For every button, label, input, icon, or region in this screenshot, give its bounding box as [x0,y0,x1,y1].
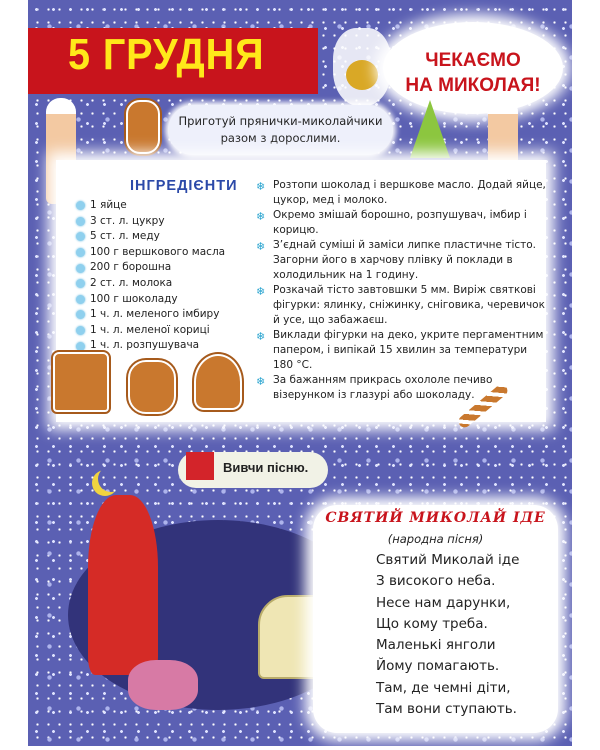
step-item [256,208,546,238]
snowflake-bullet-icon [76,279,85,288]
lyric-line: Маленькі янголи [376,637,496,654]
song-lyrics [376,550,519,720]
ingredient-item [76,307,225,323]
gift-sack-illustration [128,660,198,710]
task-line-2: разом з дорослими. [220,131,341,145]
lyric-line: Святий Миколай іде [376,552,520,568]
step-item [256,328,546,373]
lyric-line: Що кому треба. [376,615,488,632]
step-text: Розтопи шоколад і вершкове масло. Додай яйце, цукор, мед і молоко. [273,179,546,206]
task-text [168,113,393,147]
snowflake-bullet-icon [76,232,85,241]
song-task-text: Вивчи пісню. [223,460,309,475]
step-text: Окремо змішай борошно, розпушувач, імбир і корицю. [273,209,527,236]
bell-cookie-illustration [194,354,242,410]
lyric-line: З високого неба. [376,573,496,590]
ingredient-text: 2 ст. л. молока [90,276,173,289]
step-text: З’єднай суміші й заміси липке пластичне тісто. Загорни його в харчову плівку й поклади в холодильник на 1 годину. [273,239,537,281]
cookie-illustration [346,60,378,90]
ingredient-text: 3 ст. л. цукру [90,214,165,227]
gingerbread-man-cookie-illustration [128,360,176,414]
snowflake-bullet-icon [76,201,85,210]
ingredient-item [76,229,225,245]
lyric-line: Йому помагають. [376,658,500,675]
snowflake-bullet-icon [76,342,85,351]
task-line-1: Приготуй прянички-миколайчики [178,114,383,128]
snowflake-bullet-icon [76,326,85,335]
christmas-tree-cookie-illustration [410,100,450,158]
step-item [256,283,546,328]
recipe-steps [256,178,546,403]
poster-page [28,0,572,746]
ingredient-text: 5 ст. л. меду [90,230,160,243]
date-title: 5 ГРУДНЯ [68,30,265,79]
step-item [256,238,546,283]
gingerbread-man-illustration [126,100,160,154]
ingredient-text: 1 яйце [90,199,127,211]
ingredient-item [76,214,225,230]
snowflake-bullet-icon [76,217,85,226]
ingredient-text: 1 ч. л. меленої кориці [90,323,210,336]
snowflake-icon: ❄ [256,210,266,223]
ingredient-item [76,292,225,308]
snowflake-icon: ❄ [256,375,266,388]
ingredient-item [76,323,225,339]
step-item [256,178,546,208]
ingredients-list [76,198,225,354]
gift-icon [186,452,214,480]
cloud-heading [383,48,563,98]
snowflake-bullet-icon [76,264,85,273]
ingredient-item [76,276,225,292]
ingredient-text: 1 ч. л. меленого імбиру [90,308,220,321]
ingredients-title: ІНГРЕДІЄНТИ [130,178,238,194]
cloud-line-1: ЧЕКАЄМО [425,50,521,71]
ingredient-item [76,198,225,214]
ingredient-item [76,245,225,261]
ingredient-item [76,260,225,276]
cloud-line-2: НА МИКОЛАЯ! [405,75,541,96]
step-text: За бажанням прикрась охололе печиво візерунком із глазурі або шоколаду. [273,374,493,401]
snowflake-bullet-icon [76,295,85,304]
ingredient-text: 1 ч. л. розпушувача [90,339,200,352]
moon-icon [98,466,124,492]
saint-nicholas-illustration [88,495,158,675]
ingredient-text: 100 г шоколаду [90,292,178,305]
lyric-line: Там, де чемні діти, [376,679,511,696]
snowflake-icon: ❄ [256,180,266,193]
song-title: СВЯТИЙ МИКОЛАЙ ІДЕ [325,510,546,526]
snowflake-icon: ❄ [256,285,266,298]
step-text: Розкачай тісто завтовшки 5 мм. Виріж святкові фігурки: ялинку, сніжинку, сніговика, черевичок й усе, що забажаєш. [273,284,545,326]
song-subtitle: (народна пісня) [387,532,484,546]
ingredient-text: 200 г борошна [90,261,172,274]
snowflake-bullet-icon [76,248,85,257]
step-text: Виклади фігурки на деко, укрите пергаментним папером, і випікай 15 хвилин за температури 180 °С. [273,329,544,371]
ingredient-text: 100 г вершкового масла [90,245,226,258]
snowflake-icon: ❄ [256,330,266,343]
snowflake-icon: ❄ [256,240,266,253]
snowflake-bullet-icon [76,310,85,319]
lyric-line: Несе нам дарунки, [376,594,511,611]
gingerbread-house-cookie-illustration [53,352,109,412]
lyric-line: Там вони ступають. [376,701,517,718]
